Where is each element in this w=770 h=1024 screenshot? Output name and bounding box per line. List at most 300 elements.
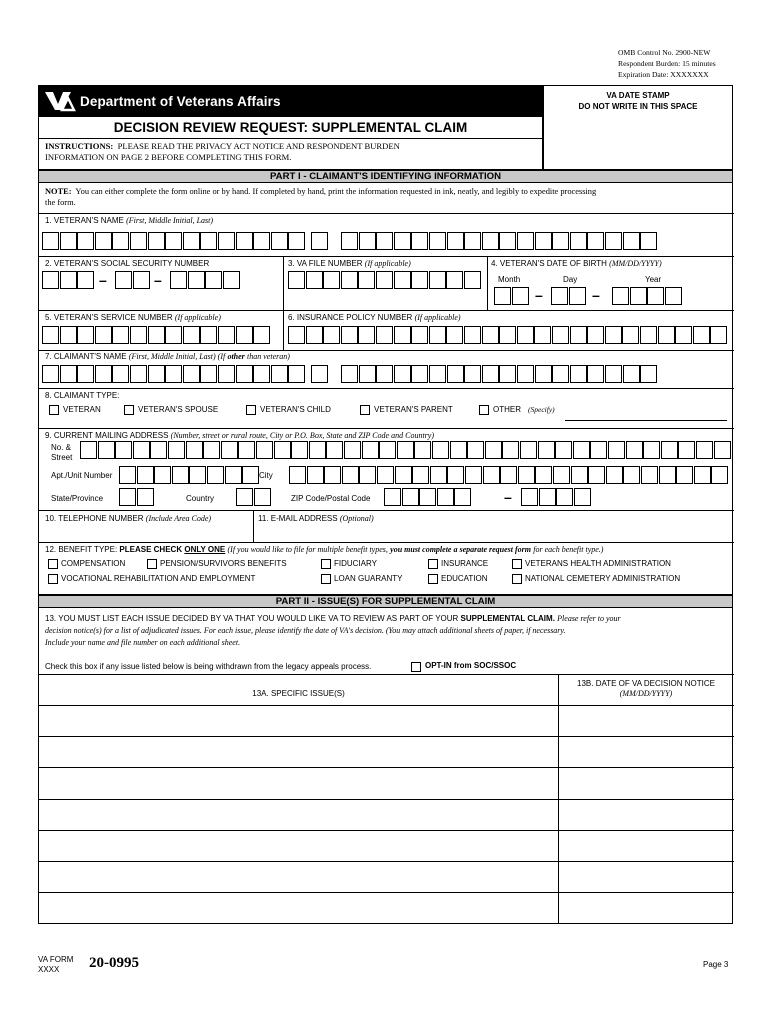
city-cell[interactable] [324, 466, 341, 484]
optin-checkbox[interactable] [411, 662, 421, 672]
claimant-type-label: OTHER [493, 405, 521, 414]
last-name-cell[interactable] [623, 365, 640, 383]
street-cell[interactable] [608, 441, 625, 459]
city-cell[interactable] [588, 466, 605, 484]
va-seal-icon [44, 90, 78, 112]
last-name-cell[interactable] [394, 232, 411, 250]
city-cell[interactable] [571, 466, 588, 484]
note-line-1: You can either complete the form online or by hand. If completed by hand, print the information requested in ink, neatly, and legibly to expedite processing [75, 187, 597, 196]
state-label: State/Province [51, 494, 104, 503]
state-cell[interactable] [119, 488, 136, 506]
va-file-cell[interactable] [358, 271, 375, 289]
other-specify-hint: (Specify) [528, 405, 555, 414]
expiration-date: Expiration Date: XXXXXXX [618, 70, 709, 79]
benefit-type-checkbox[interactable] [428, 574, 438, 584]
street-cell[interactable] [520, 441, 537, 459]
policy-number-cell[interactable] [622, 326, 639, 344]
street-cell[interactable] [538, 441, 555, 459]
policy-number-cell[interactable] [411, 326, 428, 344]
first-name-cell[interactable] [60, 232, 77, 250]
city-cell[interactable] [447, 466, 464, 484]
benefit-type-label: LOAN GUARANTY [334, 574, 403, 583]
benefit-type-label: VOCATIONAL REHABILITATION AND EMPLOYMENT [61, 574, 256, 583]
service-number-cell[interactable] [236, 326, 253, 344]
decision-date-input[interactable] [560, 800, 732, 829]
ssn-cell[interactable] [205, 271, 222, 289]
street-cell[interactable] [115, 441, 132, 459]
city-cell[interactable] [307, 466, 324, 484]
city-cell[interactable] [359, 466, 376, 484]
city-cell[interactable] [641, 466, 658, 484]
zip-ext-cell[interactable] [556, 488, 573, 506]
benefit-type-checkbox[interactable] [321, 574, 331, 584]
decision-date-input[interactable] [560, 706, 732, 735]
policy-number-cell[interactable] [675, 326, 692, 344]
zip-cell[interactable] [384, 488, 401, 506]
first-name-cell[interactable] [77, 232, 94, 250]
street-cell[interactable] [221, 441, 238, 459]
first-name-cell[interactable] [183, 365, 200, 383]
stamp-title: VA DATE STAMP [606, 91, 670, 100]
q13-line-3: Include your name and file number on each additional sheet. [45, 638, 241, 647]
city-cell[interactable] [711, 466, 728, 484]
service-number-cell[interactable] [112, 326, 129, 344]
telephone-input[interactable] [40, 525, 252, 541]
benefit-type-checkbox[interactable] [147, 559, 157, 569]
q4-label: 4. VETERAN'S DATE OF BIRTH [491, 259, 607, 268]
instructions-line-2: INFORMATION ON PAGE 2 BEFORE COMPLETING THIS FORM. [45, 152, 292, 162]
apt-cell[interactable] [207, 466, 224, 484]
first-name-cell[interactable] [60, 365, 77, 383]
zip-cell[interactable] [437, 488, 454, 506]
service-number-cell[interactable] [60, 326, 77, 344]
apt-cell[interactable] [172, 466, 189, 484]
street-cell[interactable] [573, 441, 590, 459]
specific-issue-input[interactable] [40, 862, 556, 891]
last-name-cell[interactable] [482, 232, 499, 250]
street-cell[interactable] [256, 441, 273, 459]
instructions-line-1: PLEASE READ THE PRIVACY ACT NOTICE AND RESPONDENT BURDEN [117, 141, 400, 151]
department-header [38, 85, 543, 117]
q13-line-2: decision notice(s) for a list of adjudicated issues. For each issue, please identify the date of VA's decision. (You may attach additional sheets of paper, if necessary. [45, 626, 566, 635]
last-name-cell[interactable] [429, 232, 446, 250]
policy-number-cell[interactable] [429, 326, 446, 344]
last-name-cell[interactable] [535, 365, 552, 383]
dob-month-cell[interactable] [512, 287, 529, 305]
benefit-type-label: PENSION/SURVIVORS BENEFITS [160, 559, 287, 568]
street-cell[interactable] [291, 441, 308, 459]
policy-number-cell[interactable] [464, 326, 481, 344]
last-name-cell[interactable] [517, 232, 534, 250]
q12-only-one: ONLY ONE [184, 545, 226, 554]
city-cell[interactable] [694, 466, 711, 484]
first-name-cell[interactable] [218, 232, 235, 250]
street-cell[interactable] [661, 441, 678, 459]
street-cell[interactable] [379, 441, 396, 459]
city-cell[interactable] [289, 466, 306, 484]
policy-number-cell[interactable] [517, 326, 534, 344]
part1-header: PART I - CLAIMANT'S IDENTIFYING INFORMATION [38, 170, 733, 183]
street-cell[interactable] [150, 441, 167, 459]
last-name-cell[interactable] [640, 232, 657, 250]
policy-number-cell[interactable] [552, 326, 569, 344]
policy-number-cell[interactable] [605, 326, 622, 344]
last-name-cell[interactable] [499, 232, 516, 250]
benefit-type-checkbox[interactable] [48, 574, 58, 584]
zip-cell[interactable] [402, 488, 419, 506]
zip-cell[interactable] [454, 488, 471, 506]
optin-text: Check this box if any issue listed below is being withdrawn from the legacy appeals process. [45, 662, 372, 671]
last-name-cell[interactable] [570, 232, 587, 250]
city-cell[interactable] [395, 466, 412, 484]
va-file-cell[interactable] [464, 271, 481, 289]
first-name-cell[interactable] [236, 232, 253, 250]
va-file-cell[interactable] [446, 271, 463, 289]
last-name-cell[interactable] [464, 232, 481, 250]
service-number-cell[interactable] [253, 326, 270, 344]
q5-hint: (If applicable) [174, 313, 221, 322]
street-cell[interactable] [678, 441, 695, 459]
part1-section [38, 183, 733, 595]
decision-date-input[interactable] [560, 831, 732, 860]
middle-initial-cell[interactable] [311, 365, 328, 383]
service-number-cell[interactable] [183, 326, 200, 344]
last-name-cell[interactable] [447, 365, 464, 383]
last-name-cell[interactable] [376, 232, 393, 250]
instructions-label: INSTRUCTIONS: [45, 141, 114, 151]
last-name-cell[interactable] [499, 365, 516, 383]
last-name-cell[interactable] [640, 365, 657, 383]
first-name-cell[interactable] [112, 232, 129, 250]
city-cell[interactable] [465, 466, 482, 484]
last-name-cell[interactable] [570, 365, 587, 383]
policy-number-cell[interactable] [376, 326, 393, 344]
service-number-cell[interactable] [165, 326, 182, 344]
ssn-cell[interactable] [115, 271, 132, 289]
city-cell[interactable] [623, 466, 640, 484]
other-specify-line[interactable] [565, 420, 727, 421]
dob-day-cell[interactable] [551, 287, 568, 305]
first-name-cell[interactable] [77, 365, 94, 383]
first-name-cell[interactable] [42, 365, 59, 383]
benefit-type-checkbox[interactable] [48, 559, 58, 569]
last-name-cell[interactable] [429, 365, 446, 383]
ssn-cell[interactable] [188, 271, 205, 289]
first-name-cell[interactable] [165, 365, 182, 383]
policy-number-cell[interactable] [640, 326, 657, 344]
street-cell[interactable] [555, 441, 572, 459]
q7-hint-a: (First, Middle Initial, Last) (If [128, 352, 226, 361]
city-cell[interactable] [659, 466, 676, 484]
va-file-cell[interactable] [306, 271, 323, 289]
apt-cell[interactable] [137, 466, 154, 484]
q7-label: 7. CLAIMANT'S NAME [45, 352, 127, 361]
claimant-type-checkbox[interactable] [479, 405, 489, 415]
first-name-cell[interactable] [183, 232, 200, 250]
last-name-cell[interactable] [605, 365, 622, 383]
policy-number-cell[interactable] [587, 326, 604, 344]
last-name-cell[interactable] [482, 365, 499, 383]
last-name-cell[interactable] [552, 365, 569, 383]
policy-number-cell[interactable] [570, 326, 587, 344]
first-name-cell[interactable] [288, 365, 305, 383]
stamp-note: DO NOT WRITE IN THIS SPACE [578, 102, 698, 111]
claimant-type-checkbox[interactable] [246, 405, 256, 415]
benefit-type-checkbox[interactable] [428, 559, 438, 569]
dob-year-cell[interactable] [647, 287, 664, 305]
last-name-cell[interactable] [552, 232, 569, 250]
apt-label: Apt./Unit Number [51, 471, 113, 480]
policy-number-cell[interactable] [446, 326, 463, 344]
footer-page-number: Page 3 [703, 960, 729, 969]
last-name-cell[interactable] [517, 365, 534, 383]
first-name-cell[interactable] [95, 365, 112, 383]
ssn-cell[interactable] [42, 271, 59, 289]
claimant-type-checkbox[interactable] [49, 405, 59, 415]
claimant-type-checkbox[interactable] [124, 405, 134, 415]
policy-number-cell[interactable] [499, 326, 516, 344]
first-name-cell[interactable] [165, 232, 182, 250]
policy-number-cell[interactable] [710, 326, 727, 344]
last-name-cell[interactable] [411, 365, 428, 383]
policy-number-cell[interactable] [658, 326, 675, 344]
city-cell[interactable] [500, 466, 517, 484]
street-cell[interactable] [344, 441, 361, 459]
q8-label: 8. CLAIMANT TYPE: [45, 391, 120, 400]
street-cell[interactable] [502, 441, 519, 459]
va-file-cell[interactable] [323, 271, 340, 289]
first-name-cell[interactable] [42, 232, 59, 250]
street-cell[interactable] [362, 441, 379, 459]
policy-number-cell[interactable] [482, 326, 499, 344]
last-name-cell[interactable] [587, 232, 604, 250]
va-file-cell[interactable] [376, 271, 393, 289]
country-cell[interactable] [236, 488, 253, 506]
street-cell[interactable] [98, 441, 115, 459]
zip-cell[interactable] [419, 488, 436, 506]
specific-issue-input[interactable] [40, 737, 556, 766]
city-cell[interactable] [606, 466, 623, 484]
q1-hint: (First, Middle Initial, Last) [126, 216, 214, 225]
ssn-cell[interactable] [223, 271, 240, 289]
claimant-type-checkbox[interactable] [360, 405, 370, 415]
apt-cell[interactable] [119, 466, 136, 484]
country-label: Country [186, 494, 215, 503]
last-name-cell[interactable] [623, 232, 640, 250]
va-file-cell[interactable] [394, 271, 411, 289]
policy-number-cell[interactable] [306, 326, 323, 344]
first-name-cell[interactable] [148, 232, 165, 250]
q9-hint: (Number, street or rural route, City or P.O. Box, State and ZIP Code and Country) [170, 431, 434, 440]
ssn-cell[interactable] [60, 271, 77, 289]
service-number-cell[interactable] [42, 326, 59, 344]
apt-cell[interactable] [242, 466, 259, 484]
street-cell[interactable] [309, 441, 326, 459]
city-cell[interactable] [518, 466, 535, 484]
first-name-cell[interactable] [200, 232, 217, 250]
q4-hint: (MM/DD/YYYY) [609, 259, 662, 268]
decision-date-input[interactable] [560, 862, 732, 891]
zip-ext-cell[interactable] [574, 488, 591, 506]
separator-dash: – [154, 272, 162, 288]
apt-cell[interactable] [225, 466, 242, 484]
last-name-cell[interactable] [341, 365, 358, 383]
va-file-cell[interactable] [288, 271, 305, 289]
first-name-cell[interactable] [271, 232, 288, 250]
street-cell[interactable] [274, 441, 291, 459]
service-number-cell[interactable] [148, 326, 165, 344]
benefit-type-checkbox[interactable] [321, 559, 331, 569]
q13-text-a: 13. YOU MUST LIST EACH ISSUE DECIDED BY VA THAT YOU WOULD LIKE VA TO REVIEW AS PART OF YOUR [45, 614, 459, 623]
decision-date-input[interactable] [560, 893, 732, 922]
street-cell[interactable] [467, 441, 484, 459]
city-cell[interactable] [535, 466, 552, 484]
service-number-cell[interactable] [77, 326, 94, 344]
va-file-cell[interactable] [341, 271, 358, 289]
department-name: Department of Veterans Affairs [80, 94, 281, 109]
separator-dash: – [504, 489, 512, 505]
first-name-cell[interactable] [95, 232, 112, 250]
decision-date-input[interactable] [560, 768, 732, 797]
decision-date-input[interactable] [560, 737, 732, 766]
first-name-cell[interactable] [236, 365, 253, 383]
zip-ext-cell[interactable] [521, 488, 538, 506]
service-number-cell[interactable] [218, 326, 235, 344]
street-cell[interactable] [643, 441, 660, 459]
policy-number-cell[interactable] [323, 326, 340, 344]
middle-initial-cell[interactable] [311, 232, 328, 250]
service-number-cell[interactable] [95, 326, 112, 344]
street-cell[interactable] [450, 441, 467, 459]
street-cell[interactable] [203, 441, 220, 459]
first-name-cell[interactable] [218, 365, 235, 383]
first-name-cell[interactable] [288, 232, 305, 250]
last-name-cell[interactable] [605, 232, 622, 250]
city-cell[interactable] [342, 466, 359, 484]
claimant-type-label: VETERAN'S SPOUSE [138, 405, 219, 414]
street-cell[interactable] [238, 441, 255, 459]
part2-header: PART II - ISSUE(S) FOR SUPPLEMENTAL CLAIM [38, 595, 733, 608]
last-name-cell[interactable] [341, 232, 358, 250]
last-name-cell[interactable] [411, 232, 428, 250]
dob-year-cell[interactable] [630, 287, 647, 305]
optin-label: OPT-IN from SOC/SSOC [425, 661, 517, 670]
first-name-cell[interactable] [148, 365, 165, 383]
first-name-cell[interactable] [253, 232, 270, 250]
street-cell[interactable] [714, 441, 731, 459]
specific-issue-input[interactable] [40, 768, 556, 797]
policy-number-cell[interactable] [358, 326, 375, 344]
street-cell[interactable] [414, 441, 431, 459]
service-number-cell[interactable] [130, 326, 147, 344]
last-name-cell[interactable] [587, 365, 604, 383]
apt-cell[interactable] [189, 466, 206, 484]
dob-year-cell[interactable] [612, 287, 629, 305]
ssn-cell[interactable] [170, 271, 187, 289]
claimant-type-label: VETERAN [63, 405, 101, 414]
first-name-cell[interactable] [253, 365, 270, 383]
apt-cell[interactable] [154, 466, 171, 484]
ssn-cell[interactable] [133, 271, 150, 289]
service-number-cell[interactable] [200, 326, 217, 344]
country-cell[interactable] [254, 488, 271, 506]
benefit-type-checkbox[interactable] [512, 559, 522, 569]
benefit-type-checkbox[interactable] [512, 574, 522, 584]
first-name-cell[interactable] [130, 365, 147, 383]
dob-day-cell[interactable] [569, 287, 586, 305]
q12-bold: PLEASE CHECK [119, 545, 183, 554]
first-name-cell[interactable] [130, 232, 147, 250]
q12-hint-a: (If you would like to file for multiple benefit types, [227, 545, 388, 554]
specific-issue-input[interactable] [40, 706, 556, 735]
specific-issue-input[interactable] [40, 800, 556, 829]
specific-issue-input[interactable] [40, 831, 556, 860]
last-name-cell[interactable] [359, 232, 376, 250]
last-name-cell[interactable] [447, 232, 464, 250]
street-cell[interactable] [485, 441, 502, 459]
last-name-cell[interactable] [359, 365, 376, 383]
va-file-cell[interactable] [429, 271, 446, 289]
city-cell[interactable] [483, 466, 500, 484]
city-cell[interactable] [553, 466, 570, 484]
policy-number-cell[interactable] [341, 326, 358, 344]
street-cell[interactable] [432, 441, 449, 459]
street-cell[interactable] [168, 441, 185, 459]
first-name-cell[interactable] [271, 365, 288, 383]
street-cell[interactable] [696, 441, 713, 459]
benefit-type-label: VETERANS HEALTH ADMINISTRATION [525, 559, 671, 568]
city-cell[interactable] [412, 466, 429, 484]
street-cell[interactable] [397, 441, 414, 459]
specific-issue-input[interactable] [40, 893, 556, 922]
dob-month-cell[interactable] [494, 287, 511, 305]
policy-number-cell[interactable] [394, 326, 411, 344]
policy-number-cell[interactable] [693, 326, 710, 344]
city-cell[interactable] [430, 466, 447, 484]
street-cell[interactable] [626, 441, 643, 459]
first-name-cell[interactable] [200, 365, 217, 383]
col-13b-header: 13B. DATE OF VA DECISION NOTICE [577, 679, 715, 688]
street-cell[interactable] [186, 441, 203, 459]
street-cell[interactable] [133, 441, 150, 459]
policy-number-cell[interactable] [288, 326, 305, 344]
street-cell[interactable] [326, 441, 343, 459]
zip-ext-cell[interactable] [539, 488, 556, 506]
benefit-type-label: FIDUCIARY [334, 559, 377, 568]
last-name-cell[interactable] [376, 365, 393, 383]
email-input[interactable] [255, 525, 731, 541]
ssn-cell[interactable] [77, 271, 94, 289]
last-name-cell[interactable] [464, 365, 481, 383]
state-cell[interactable] [137, 488, 154, 506]
separator-dash: – [592, 287, 600, 303]
last-name-cell[interactable] [535, 232, 552, 250]
day-label: Day [563, 275, 578, 284]
policy-number-cell[interactable] [534, 326, 551, 344]
city-cell[interactable] [676, 466, 693, 484]
q2-label: 2. VETERAN'S SOCIAL SECURITY NUMBER [45, 259, 210, 268]
city-cell[interactable] [377, 466, 394, 484]
dob-year-cell[interactable] [665, 287, 682, 305]
va-date-stamp-box [543, 85, 733, 170]
va-file-cell[interactable] [411, 271, 428, 289]
q7-hint-c: than veteran) [247, 352, 290, 361]
street-cell[interactable] [80, 441, 97, 459]
part2-section [38, 608, 733, 924]
last-name-cell[interactable] [394, 365, 411, 383]
street-cell[interactable] [590, 441, 607, 459]
first-name-cell[interactable] [112, 365, 129, 383]
